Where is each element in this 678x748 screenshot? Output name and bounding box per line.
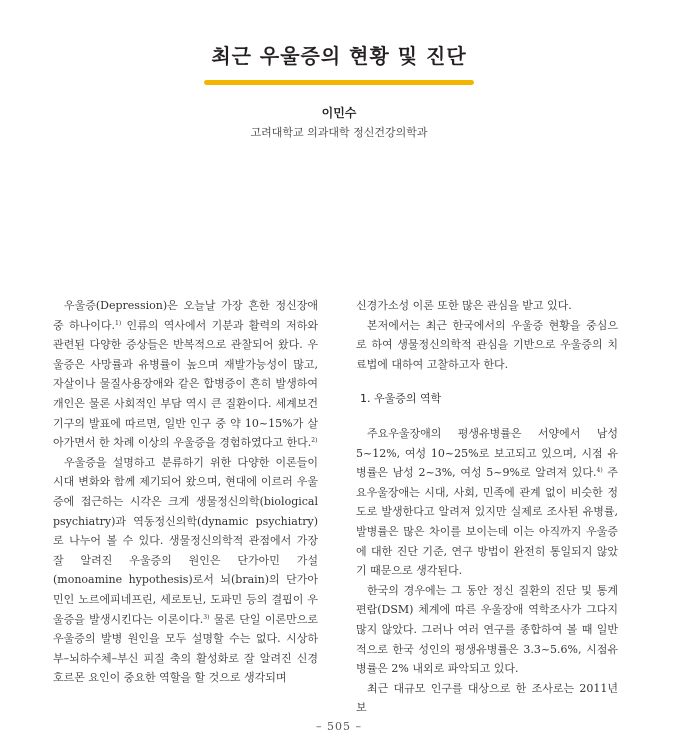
reference-marker: 2) <box>311 437 318 445</box>
left-paragraph-2 <box>53 453 318 688</box>
paper-title: 최근 우울증의 현황 및 진단 <box>211 44 467 68</box>
left-column <box>53 296 318 688</box>
right-paragraph-4: 한국의 경우에는 그 동안 정신 질환의 진단 및 통계편람(DSM) 체계에 따른 우울장애 역학조사가 그다지 많지 않았다. 그러나 여러 연구를 종합하여 볼 때 일반적으로 한국 성인의 평생유병률은 3.3~5.6%, 시점유병률은 2% 내외로 파악되고 있다. <box>356 583 618 676</box>
reference-marker: 1) <box>115 319 122 327</box>
author-name: 이민수 <box>321 106 357 120</box>
left-paragraph-1 <box>53 296 318 453</box>
text-run: 주요우울장애는 시대, 사회, 민족에 관계 없이 비슷한 정도로 발생한다고 알려져 있지만 실제로 조사된 유병률, 발병률은 많은 차이를 보이는데 이는 아직까지 우울증에 대한 진단 기준, 연구 방법이 완전히 통일되지 않았기 때문으로 생각된다. <box>356 466 618 578</box>
text-run: 우울증을 설명하고 분류하기 위한 다양한 이론들이 시대 변화와 함께 제기되어 왔으며, 현대에 이르러 우울증에 접근하는 시각은 크게 생물정신의학(biological psychiatry)과 역동정신의학(dynamic psychiatry)로 나누어 볼 수 있다. 생물정신의학적 관점에서 가장 잘 알려진 우울증의 원인은 단가아민 가설(monoamine hypothesis)로서 뇌(brain)의 단가아민인 노르에피네프린, 세로토닌, 도파민 등의 결핍이 우울증을 발생시킨다는 이론이다. <box>53 455 318 626</box>
reference-marker: 3) <box>203 613 210 621</box>
title-underline <box>204 80 474 85</box>
text-run: 물론 단일 이론만으로 우울증의 발병 원인을 모두 설명할 수는 없다. 시상하부–뇌하수체–부신 피질 축의 활성화로 잘 알려진 신경호르몬 요인이 중요한 역할을 할 것으로 생각되며 <box>53 612 318 685</box>
author-affiliation: 고려대학교 의과대학 정신건강의학과 <box>250 126 428 139</box>
text-run: 우울증(Depression)은 오늘날 가장 흔한 정신장애중 하나이다. <box>53 299 318 332</box>
text-run: 주요우울장애의 평생유병률은 서양에서 남성 5~12%, 여성 10~25%로 보고되고 있으며, 시점 유병률은 남성 2~3%, 여성 5~9%로 알려져 있다. <box>356 426 618 480</box>
reference-marker: 4) <box>596 467 603 475</box>
section-heading: 1. 우울증의 역학 <box>360 392 442 406</box>
text-run: 인류의 역사에서 기분과 활력의 저하와 관련된 다양한 증상들은 반복적으로 관찰되어 왔다. 우울증은 사망률과 유병률이 높으며 재발가능성이 많고, 자살이나 물질사용장애와 같은 합병증이 흔히 발생하여 개인은 물론 사회적인 부담 역시 큰 질환이다. 세계보건기구의 발표에 따르면, 일반 인구 중 약 10~15%가 살아가면서 한 차례 이상의 우울증을 경험하였다고 한다. <box>53 318 319 450</box>
right-column <box>356 296 618 718</box>
right-paragraph-5: 최근 대규모 인구를 대상으로 한 조사로는 2011년 보 <box>356 681 618 715</box>
page-number: – 505 – <box>316 720 362 733</box>
right-paragraph-3 <box>356 424 618 581</box>
right-paragraph-2: 본저에서는 최근 한국에서의 우울증 현황을 중심으로 하여 생물정신의학적 관심을 기반으로 우울증의 치료법에 대하여 고찰하고자 한다. <box>356 318 618 371</box>
right-paragraph-1: 신경가소성 이론 또한 많은 관심을 받고 있다. <box>356 299 572 312</box>
